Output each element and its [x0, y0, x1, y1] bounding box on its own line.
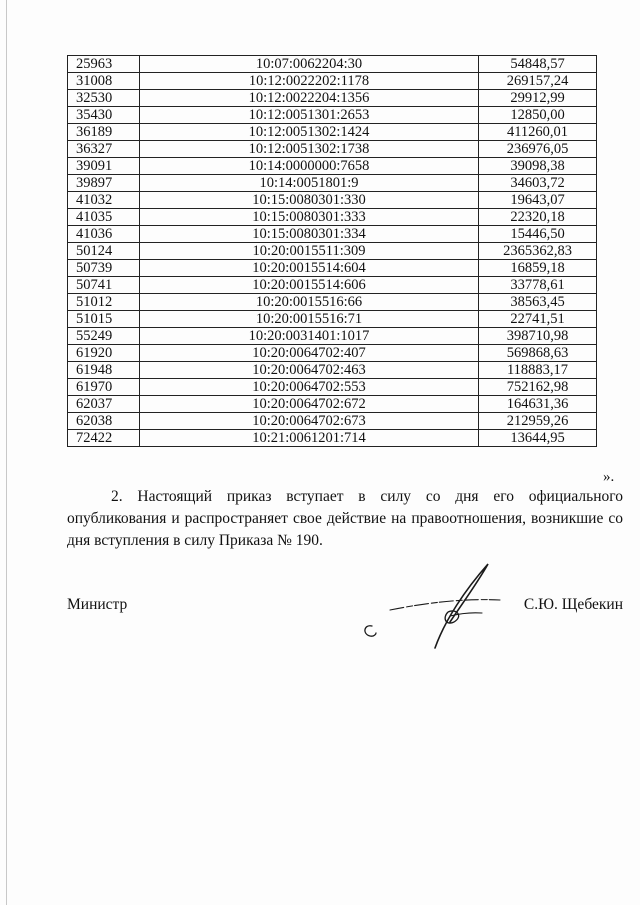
cadastral-value-cell: 398710,98 [479, 328, 597, 345]
row-id-cell: 61920 [68, 345, 140, 362]
table-row [68, 294, 597, 311]
signature-stroke-main [435, 564, 488, 648]
cadastral-value-cell: 236976,05 [479, 141, 597, 158]
cadastral-value-cell: 54848,57 [479, 56, 597, 73]
table-row [68, 379, 597, 396]
row-id-cell: 61948 [68, 362, 140, 379]
row-id-cell: 36189 [68, 124, 140, 141]
cadastral-number-cell: 10:12:0051302:1738 [140, 141, 479, 158]
cadastral-number-cell: 10:21:0061201:714 [140, 430, 479, 447]
cadastral-number-cell: 10:20:0064702:672 [140, 396, 479, 413]
table-row [68, 124, 597, 141]
table-row [68, 328, 597, 345]
table-row [68, 90, 597, 107]
cadastral-number-cell: 10:20:0015514:606 [140, 277, 479, 294]
row-id-cell: 62037 [68, 396, 140, 413]
clause-2-first-line: 2. Настоящий приказ вступает в силу со дня его официального [111, 488, 623, 505]
cadastral-number-cell: 10:20:0064702:553 [140, 379, 479, 396]
table-row [68, 158, 597, 175]
cadastral-value-cell: 39098,38 [479, 158, 597, 175]
cadastral-value-cell: 212959,26 [479, 413, 597, 430]
signatory-name: С.Ю. Щебекин [523, 596, 623, 613]
cadastral-value-cell: 569868,63 [479, 345, 597, 362]
table-row [68, 260, 597, 277]
handwritten-signature [350, 560, 510, 650]
cadastral-number-cell: 10:15:0080301:330 [140, 192, 479, 209]
clause-2-paragraph [67, 486, 623, 552]
cadastral-number-cell: 10:12:0022202:1178 [140, 73, 479, 90]
cadastral-value-cell: 22320,18 [479, 209, 597, 226]
table-row [68, 73, 597, 90]
signature-block [67, 596, 623, 636]
cadastral-number-cell: 10:20:0015516:71 [140, 311, 479, 328]
row-id-cell: 39897 [68, 175, 140, 192]
row-id-cell: 36327 [68, 141, 140, 158]
cadastral-number-cell: 10:20:0031401:1017 [140, 328, 479, 345]
cadastral-value-cell: 34603,72 [479, 175, 597, 192]
cadastral-number-cell: 10:20:0064702:673 [140, 413, 479, 430]
cadastral-value-cell: 15446,50 [479, 226, 597, 243]
cadastral-number-cell: 10:20:0064702:407 [140, 345, 479, 362]
closing-quote: ». [603, 469, 615, 485]
cadastral-value-cell: 22741,51 [479, 311, 597, 328]
row-id-cell: 31008 [68, 73, 140, 90]
cadastral-value-cell: 752162,98 [479, 379, 597, 396]
cadastral-value-cell: 13644,95 [479, 430, 597, 447]
table-row [68, 345, 597, 362]
cadastral-value-cell: 19643,07 [479, 192, 597, 209]
row-id-cell: 39091 [68, 158, 140, 175]
row-id-cell: 55249 [68, 328, 140, 345]
table-row [68, 209, 597, 226]
row-id-cell: 32530 [68, 90, 140, 107]
signature-stroke-cross [390, 600, 500, 610]
row-id-cell: 41035 [68, 209, 140, 226]
table-body [68, 56, 597, 447]
signature-stroke-c [365, 626, 376, 636]
row-id-cell: 50741 [68, 277, 140, 294]
cadastral-number-cell: 10:20:0015514:604 [140, 260, 479, 277]
row-id-cell: 61970 [68, 379, 140, 396]
cadastral-value-cell: 411260,01 [479, 124, 597, 141]
cadastral-value-cell: 2365362,83 [479, 243, 597, 260]
cadastral-value-cell: 16859,18 [479, 260, 597, 277]
cadastral-value-cell: 164631,36 [479, 396, 597, 413]
row-id-cell: 72422 [68, 430, 140, 447]
table-row [68, 311, 597, 328]
table-row [68, 192, 597, 209]
cadastral-number-cell: 10:12:0051301:2653 [140, 107, 479, 124]
clause-2-rest: опубликования и распространяет свое действие на правоотношения, возникшие со дня вступления в силу Приказа № 190. [67, 510, 623, 549]
row-id-cell: 50124 [68, 243, 140, 260]
cadastral-number-cell: 10:14:0051801:9 [140, 175, 479, 192]
row-id-cell: 50739 [68, 260, 140, 277]
cadastral-number-cell: 10:14:0000000:7658 [140, 158, 479, 175]
cadastral-value-cell: 29912,99 [479, 90, 597, 107]
cadastral-number-cell: 10:20:0015511:309 [140, 243, 479, 260]
cadastral-number-cell: 10:12:0022204:1356 [140, 90, 479, 107]
cadastral-value-cell: 12850,00 [479, 107, 597, 124]
table-row [68, 430, 597, 447]
row-id-cell: 41036 [68, 226, 140, 243]
table-row [68, 56, 597, 73]
table-row [68, 277, 597, 294]
cadastral-number-cell: 10:15:0080301:333 [140, 209, 479, 226]
table-row [68, 362, 597, 379]
row-id-cell: 35430 [68, 107, 140, 124]
table-row [68, 141, 597, 158]
row-id-cell: 25963 [68, 56, 140, 73]
cadastral-value-cell: 118883,17 [479, 362, 597, 379]
row-id-cell: 62038 [68, 413, 140, 430]
table-row [68, 396, 597, 413]
cadastral-number-cell: 10:15:0080301:334 [140, 226, 479, 243]
row-id-cell: 41032 [68, 192, 140, 209]
table-row [68, 243, 597, 260]
table-row [68, 175, 597, 192]
cadastral-value-cell: 33778,61 [479, 277, 597, 294]
page-left-edge [6, 0, 7, 905]
table-row [68, 107, 597, 124]
cadastral-number-cell: 10:07:0062204:30 [140, 56, 479, 73]
table-row [68, 413, 597, 430]
cadastral-value-cell: 38563,45 [479, 294, 597, 311]
signatory-title: Министр [67, 596, 128, 613]
cadastral-number-cell: 10:20:0015516:66 [140, 294, 479, 311]
row-id-cell: 51012 [68, 294, 140, 311]
cadastral-value-table [67, 55, 597, 447]
table-row [68, 226, 597, 243]
cadastral-value-cell: 269157,24 [479, 73, 597, 90]
cadastral-number-cell: 10:12:0051302:1424 [140, 124, 479, 141]
cadastral-number-cell: 10:20:0064702:463 [140, 362, 479, 379]
row-id-cell: 51015 [68, 311, 140, 328]
